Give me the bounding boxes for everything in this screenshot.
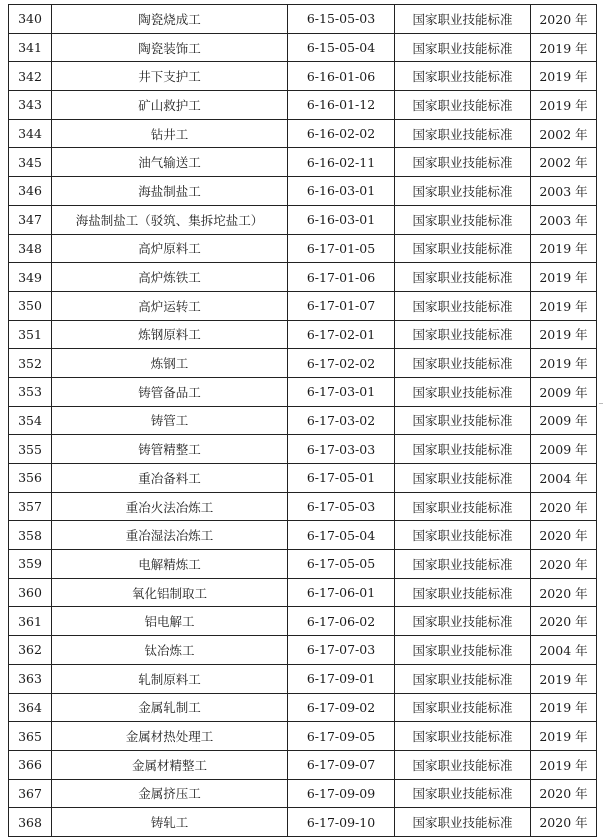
table-row (9, 349, 597, 378)
standard-type-cell: 国家职业技能标准 (395, 578, 531, 607)
standard-year-cell: 2002 年 (531, 148, 597, 177)
row-number-cell: 362 (9, 636, 52, 665)
row-number-cell: 360 (9, 578, 52, 607)
occupation-code-cell: 6-17-09-10 (288, 808, 395, 837)
occupation-name-cell: 炼钢工 (52, 349, 288, 378)
occupation-name-cell: 铸管精整工 (52, 435, 288, 464)
standard-type-cell: 国家职业技能标准 (395, 607, 531, 636)
standard-type-cell: 国家职业技能标准 (395, 435, 531, 464)
page-edge-mark (599, 403, 603, 404)
standard-year-cell: 2020 年 (531, 779, 597, 808)
standard-year-cell: 2020 年 (531, 578, 597, 607)
table-row (9, 5, 597, 34)
standard-type-cell: 国家职业技能标准 (395, 550, 531, 579)
table-row (9, 607, 597, 636)
row-number-cell: 349 (9, 263, 52, 292)
standard-type-cell: 国家职业技能标准 (395, 377, 531, 406)
standard-year-cell: 2019 年 (531, 664, 597, 693)
table-row (9, 693, 597, 722)
row-number-cell: 357 (9, 492, 52, 521)
occupation-name-cell: 油气输送工 (52, 148, 288, 177)
occupation-code-cell: 6-17-05-01 (288, 464, 395, 493)
occupation-code-cell: 6-17-09-02 (288, 693, 395, 722)
table-row (9, 750, 597, 779)
standard-type-cell: 国家职业技能标准 (395, 91, 531, 120)
row-number-cell: 361 (9, 607, 52, 636)
row-number-cell: 341 (9, 33, 52, 62)
row-number-cell: 366 (9, 750, 52, 779)
standard-type-cell: 国家职业技能标准 (395, 205, 531, 234)
table-row (9, 148, 597, 177)
occupation-code-cell: 6-15-05-04 (288, 33, 395, 62)
standard-type-cell: 国家职业技能标准 (395, 492, 531, 521)
occupation-name-cell: 轧制原料工 (52, 664, 288, 693)
occupation-code-cell: 6-17-06-02 (288, 607, 395, 636)
standard-type-cell: 国家职业技能标准 (395, 808, 531, 837)
occupation-name-cell: 陶瓷装饰工 (52, 33, 288, 62)
occupation-name-cell: 重冶火法冶炼工 (52, 492, 288, 521)
table-row (9, 664, 597, 693)
occupation-code-cell: 6-17-03-02 (288, 406, 395, 435)
standard-year-cell: 2019 年 (531, 750, 597, 779)
standard-year-cell: 2019 年 (531, 91, 597, 120)
standard-type-cell: 国家职业技能标准 (395, 177, 531, 206)
standard-type-cell: 国家职业技能标准 (395, 33, 531, 62)
standard-type-cell: 国家职业技能标准 (395, 664, 531, 693)
standard-type-cell: 国家职业技能标准 (395, 406, 531, 435)
table-row (9, 320, 597, 349)
standard-year-cell: 2003 年 (531, 177, 597, 206)
standard-year-cell: 2019 年 (531, 62, 597, 91)
standard-year-cell: 2019 年 (531, 234, 597, 263)
occupation-name-cell: 高炉原料工 (52, 234, 288, 263)
occupation-code-cell: 6-16-02-02 (288, 119, 395, 148)
occupation-name-cell: 陶瓷烧成工 (52, 5, 288, 34)
table-row (9, 377, 597, 406)
standard-year-cell: 2020 年 (531, 492, 597, 521)
occupation-name-cell: 铸管备品工 (52, 377, 288, 406)
table-row (9, 550, 597, 579)
row-number-cell: 344 (9, 119, 52, 148)
table-row (9, 406, 597, 435)
standard-type-cell: 国家职业技能标准 (395, 148, 531, 177)
row-number-cell: 342 (9, 62, 52, 91)
occupation-code-cell: 6-15-05-03 (288, 5, 395, 34)
row-number-cell: 347 (9, 205, 52, 234)
occupation-name-cell: 高炉炼铁工 (52, 263, 288, 292)
table-row (9, 291, 597, 320)
row-number-cell: 350 (9, 291, 52, 320)
occupation-code-cell: 6-17-06-01 (288, 578, 395, 607)
standard-year-cell: 2019 年 (531, 33, 597, 62)
occupation-name-cell: 高炉运转工 (52, 291, 288, 320)
table-body (9, 5, 597, 837)
occupation-name-cell: 电解精炼工 (52, 550, 288, 579)
table-row (9, 33, 597, 62)
table-row (9, 808, 597, 837)
standard-year-cell: 2020 年 (531, 5, 597, 34)
standard-type-cell: 国家职业技能标准 (395, 234, 531, 263)
occupation-code-cell: 6-17-05-03 (288, 492, 395, 521)
standard-type-cell: 国家职业技能标准 (395, 693, 531, 722)
standard-year-cell: 2004 年 (531, 464, 597, 493)
standard-year-cell: 2020 年 (531, 607, 597, 636)
table-row (9, 177, 597, 206)
occupation-code-cell: 6-17-09-05 (288, 722, 395, 751)
occupation-name-cell: 金属材热处理工 (52, 722, 288, 751)
standard-year-cell: 2004 年 (531, 636, 597, 665)
occupation-code-cell: 6-17-02-02 (288, 349, 395, 378)
standard-type-cell: 国家职业技能标准 (395, 263, 531, 292)
standard-type-cell: 国家职业技能标准 (395, 750, 531, 779)
table-row (9, 492, 597, 521)
table-row (9, 91, 597, 120)
row-number-cell: 343 (9, 91, 52, 120)
occupation-name-cell: 铸轧工 (52, 808, 288, 837)
standard-year-cell: 2009 年 (531, 377, 597, 406)
row-number-cell: 340 (9, 5, 52, 34)
occupation-name-cell: 氧化铝制取工 (52, 578, 288, 607)
occupation-name-cell: 井下支护工 (52, 62, 288, 91)
occupation-name-cell: 矿山救护工 (52, 91, 288, 120)
table-row (9, 779, 597, 808)
occupation-code-cell: 6-16-01-12 (288, 91, 395, 120)
row-number-cell: 355 (9, 435, 52, 464)
standard-year-cell: 2019 年 (531, 693, 597, 722)
standard-type-cell: 国家职业技能标准 (395, 636, 531, 665)
standard-year-cell: 2019 年 (531, 722, 597, 751)
standard-year-cell: 2020 年 (531, 550, 597, 579)
standard-year-cell: 2002 年 (531, 119, 597, 148)
row-number-cell: 352 (9, 349, 52, 378)
occupation-code-cell: 6-17-05-05 (288, 550, 395, 579)
occupation-code-cell: 6-17-03-01 (288, 377, 395, 406)
occupation-name-cell: 重冶湿法冶炼工 (52, 521, 288, 550)
occupation-name-cell: 钛冶炼工 (52, 636, 288, 665)
standard-type-cell: 国家职业技能标准 (395, 521, 531, 550)
table-row (9, 205, 597, 234)
occupation-code-cell: 6-17-02-01 (288, 320, 395, 349)
occupation-name-cell: 钻井工 (52, 119, 288, 148)
standard-year-cell: 2019 年 (531, 349, 597, 378)
standard-year-cell: 2020 年 (531, 808, 597, 837)
row-number-cell: 356 (9, 464, 52, 493)
occupation-name-cell: 炼钢原料工 (52, 320, 288, 349)
occupation-code-cell: 6-17-01-06 (288, 263, 395, 292)
row-number-cell: 348 (9, 234, 52, 263)
table-row (9, 119, 597, 148)
occupation-code-cell: 6-17-07-03 (288, 636, 395, 665)
standard-type-cell: 国家职业技能标准 (395, 722, 531, 751)
standards-table (8, 4, 597, 837)
row-number-cell: 359 (9, 550, 52, 579)
occupation-name-cell: 重冶备料工 (52, 464, 288, 493)
occupation-code-cell: 6-17-09-07 (288, 750, 395, 779)
standard-year-cell: 2019 年 (531, 263, 597, 292)
table-row (9, 636, 597, 665)
row-number-cell: 367 (9, 779, 52, 808)
standard-year-cell: 2019 年 (531, 320, 597, 349)
occupation-code-cell: 6-17-03-03 (288, 435, 395, 464)
row-number-cell: 358 (9, 521, 52, 550)
occupation-name-cell: 金属轧制工 (52, 693, 288, 722)
occupation-code-cell: 6-17-09-01 (288, 664, 395, 693)
row-number-cell: 353 (9, 377, 52, 406)
standard-type-cell: 国家职业技能标准 (395, 779, 531, 808)
occupation-code-cell: 6-17-01-05 (288, 234, 395, 263)
standard-type-cell: 国家职业技能标准 (395, 5, 531, 34)
occupation-code-cell: 6-17-05-04 (288, 521, 395, 550)
standard-year-cell: 2020 年 (531, 521, 597, 550)
row-number-cell: 345 (9, 148, 52, 177)
occupation-code-cell: 6-17-09-09 (288, 779, 395, 808)
standard-year-cell: 2009 年 (531, 406, 597, 435)
row-number-cell: 354 (9, 406, 52, 435)
occupation-name-cell: 海盐制盐工（驳筑、集拆坨盐工） (52, 205, 288, 234)
occupation-code-cell: 6-16-03-01 (288, 177, 395, 206)
row-number-cell: 346 (9, 177, 52, 206)
standard-type-cell: 国家职业技能标准 (395, 320, 531, 349)
standard-type-cell: 国家职业技能标准 (395, 291, 531, 320)
table-row (9, 521, 597, 550)
occupation-name-cell: 海盐制盐工 (52, 177, 288, 206)
occupation-name-cell: 金属挤压工 (52, 779, 288, 808)
row-number-cell: 365 (9, 722, 52, 751)
occupation-name-cell: 铸管工 (52, 406, 288, 435)
row-number-cell: 351 (9, 320, 52, 349)
standard-type-cell: 国家职业技能标准 (395, 62, 531, 91)
standard-type-cell: 国家职业技能标准 (395, 464, 531, 493)
table-row (9, 578, 597, 607)
table-row (9, 722, 597, 751)
occupation-code-cell: 6-16-01-06 (288, 62, 395, 91)
standard-year-cell: 2003 年 (531, 205, 597, 234)
table-row (9, 234, 597, 263)
occupation-code-cell: 6-16-02-11 (288, 148, 395, 177)
row-number-cell: 368 (9, 808, 52, 837)
table-row (9, 435, 597, 464)
occupation-code-cell: 6-16-03-01 (288, 205, 395, 234)
standard-year-cell: 2019 年 (531, 291, 597, 320)
standard-type-cell: 国家职业技能标准 (395, 119, 531, 148)
occupation-code-cell: 6-17-01-07 (288, 291, 395, 320)
standard-year-cell: 2009 年 (531, 435, 597, 464)
table-row (9, 263, 597, 292)
row-number-cell: 363 (9, 664, 52, 693)
standard-type-cell: 国家职业技能标准 (395, 349, 531, 378)
table-row (9, 62, 597, 91)
row-number-cell: 364 (9, 693, 52, 722)
table-row (9, 464, 597, 493)
occupation-name-cell: 金属材精整工 (52, 750, 288, 779)
occupation-name-cell: 铝电解工 (52, 607, 288, 636)
